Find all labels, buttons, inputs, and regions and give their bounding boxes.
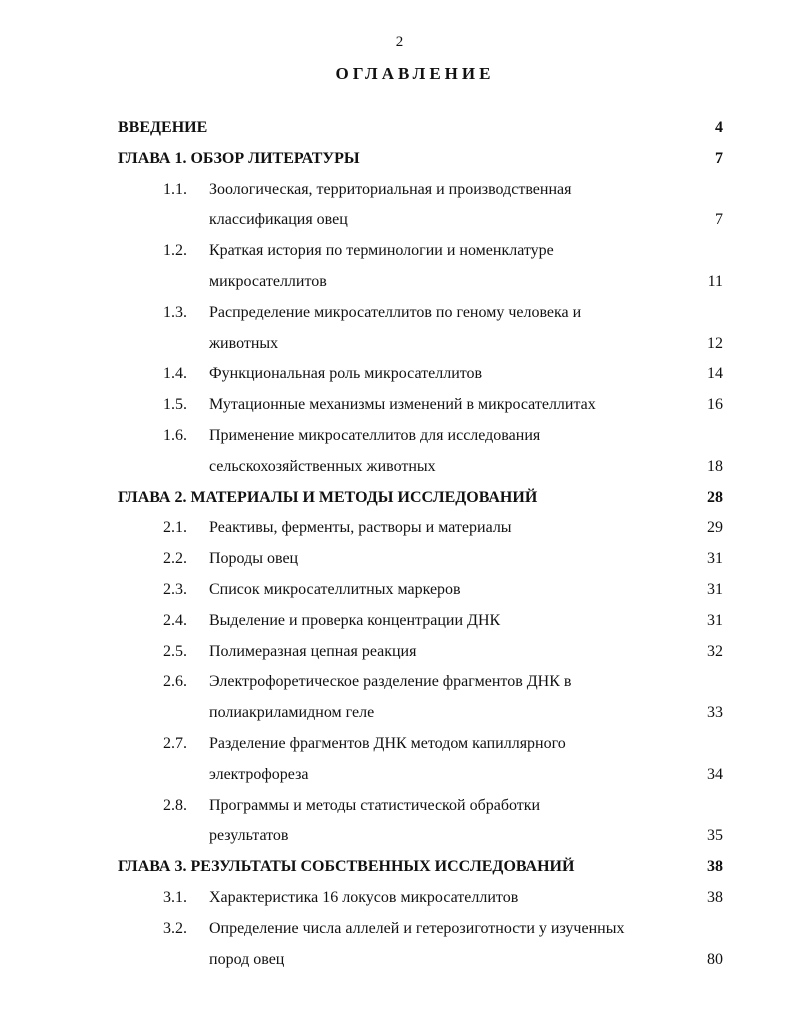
toc-line [0,513,799,544]
toc-section-entry [0,637,799,668]
toc-line [0,113,799,144]
toc-line [0,298,799,329]
page-ref: 31 [707,611,723,629]
section-title: Характеристика 16 локусов микросателлитов [209,888,519,906]
toc-chapter-entry [0,144,799,175]
page-ref: 18 [707,457,723,475]
page-ref: 16 [707,396,723,414]
section-title: результатов [209,827,289,845]
section-title: пород овец [209,950,285,968]
toc-line [0,945,799,976]
page-title: ОГЛАВЛЕНИЕ [335,64,495,83]
toc-section-entry [0,729,799,791]
toc-line [0,606,799,637]
toc-section-entry [0,914,799,976]
section-number: 1.6. [163,426,187,444]
toc-line [0,760,799,791]
chapter-title: ГЛАВА 1. ОБЗОР ЛИТЕРАТУРЫ [118,149,360,167]
section-number: 3.1. [163,888,187,906]
section-title: Определение числа аллелей и гетерозиготности у изученных [209,919,625,937]
toc-section-entry [0,667,799,729]
section-title: Распределение микросателлитов по геному человека и [209,303,582,321]
section-number: 1.4. [163,365,187,383]
toc-section-entry [0,544,799,575]
section-title: полиакриламидном геле [209,704,375,722]
section-number: 1.3. [163,303,187,321]
section-number: 2.7. [163,734,187,752]
section-title: Полимеразная цепная реакция [209,642,417,660]
page-ref: 4 [715,119,723,136]
page-ref: 80 [707,950,723,968]
chapter-title: ГЛАВА 3. РЕЗУЛЬТАТЫ СОБСТВЕННЫХ ИССЛЕДОВАНИЙ [118,858,575,876]
table-of-contents [0,113,799,975]
section-title: классификация овец [209,211,348,229]
section-title: Программы и методы статистической обработки [209,796,541,814]
section-number: 1.2. [163,242,187,260]
toc-line [0,144,799,175]
toc-chapter-entry [0,483,799,514]
section-title: животных [209,334,279,352]
page-ref: 28 [707,488,723,506]
toc-line [0,205,799,236]
toc-line [0,483,799,514]
section-number: 2.2. [163,550,187,568]
section-number: 1.5. [163,396,187,414]
section-title: Список микросателлитных маркеров [209,580,461,598]
page-ref: 12 [707,334,723,352]
toc-chapter-entry [0,113,799,144]
toc-line [0,267,799,298]
page-ref: 34 [707,765,723,783]
section-title: Краткая история по терминологии и номенклатуре [209,242,554,260]
page-ref: 38 [707,858,723,876]
section-title: микросателлитов [209,272,327,290]
section-title: Мутационные механизмы изменений в микросателлитах [209,396,596,414]
section-title: Реактивы, ферменты, растворы и материалы [209,519,512,537]
page-ref: 32 [707,642,723,660]
section-number: 2.4. [163,611,187,629]
toc-line [0,883,799,914]
toc-line [0,914,799,945]
page-ref: 7 [715,149,723,167]
toc-line [0,175,799,206]
toc-line [0,329,799,360]
page-ref: 31 [707,550,723,568]
chapter-title: ВВЕДЕНИЕ [118,119,208,136]
toc-line [0,821,799,852]
section-title: электрофореза [209,765,309,783]
toc-section-entry [0,575,799,606]
toc-line [0,637,799,668]
toc-section-entry [0,175,799,237]
page-ref: 29 [707,519,723,537]
section-number: 2.6. [163,673,187,691]
toc-line [0,390,799,421]
toc-line [0,359,799,390]
section-title: Функциональная роль микросателлитов [209,365,483,383]
section-title: Электрофоретическое разделение фрагментов ДНК в [209,673,572,691]
page-ref: 33 [707,704,723,722]
toc-line [0,852,799,883]
page-ref: 11 [707,272,723,290]
section-title: сельскохозяйственных животных [209,457,436,475]
toc-section-entry [0,421,799,483]
page-ref: 35 [707,827,723,845]
toc-section-entry [0,390,799,421]
section-number: 3.2. [163,919,187,937]
section-title: Зоологическая, территориальная и производственная [209,180,572,198]
toc-section-entry [0,606,799,637]
toc-section-entry [0,298,799,360]
toc-section-entry [0,236,799,298]
toc-line [0,236,799,267]
toc-line [0,575,799,606]
toc-line [0,452,799,483]
toc-line [0,421,799,452]
page-ref: 38 [707,888,723,906]
section-title: Породы овец [209,550,299,568]
section-number: 2.8. [163,796,187,814]
toc-section-entry [0,791,799,853]
toc-line [0,698,799,729]
section-number: 2.1. [163,519,187,537]
toc-chapter-entry [0,852,799,883]
page-ref: 7 [715,211,723,229]
section-title: Разделение фрагментов ДНК методом капиллярного [209,734,566,752]
page-number: 2 [395,34,404,50]
toc-section-entry [0,513,799,544]
toc-section-entry [0,359,799,390]
toc-line [0,729,799,760]
chapter-title: ГЛАВА 2. МАТЕРИАЛЫ И МЕТОДЫ ИССЛЕДОВАНИЙ [118,488,538,506]
page-ref: 31 [707,580,723,598]
toc-line [0,667,799,698]
page-ref: 14 [707,365,723,383]
toc-line [0,791,799,822]
toc-section-entry [0,883,799,914]
section-number: 2.5. [163,642,187,660]
section-title: Выделение и проверка концентрации ДНК [209,611,501,629]
section-number: 2.3. [163,580,187,598]
section-number: 1.1. [163,180,187,198]
section-title: Применение микросателлитов для исследования [209,426,541,444]
toc-line [0,544,799,575]
